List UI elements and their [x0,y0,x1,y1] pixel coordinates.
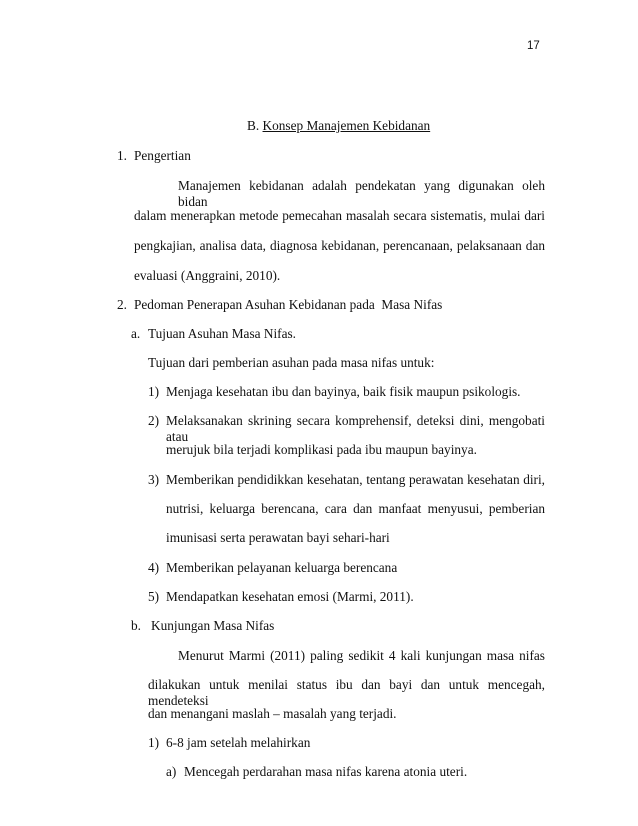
section-2-marker: 2. [117,297,127,312]
b-para-line-3: dan menangani maslah – masalah yang terjadi. [148,706,397,721]
a-item-1-num: 1) [148,384,160,399]
a-item-4-num: 4) [148,560,160,575]
heading-prefix: B. [247,118,260,133]
subsection-a-intro: Tujuan dari pemberian asuhan pada masa nifas untuk: [148,355,435,370]
section-2-title: Pedoman Penerapan Asuhan Kebidanan pada Masa Nifas [134,297,443,312]
heading-title: Konsep Manajemen Kebidanan [262,118,431,133]
a-item-3-num: 3) [148,472,160,487]
a-item-5-line-1: Mendapatkan kesehatan emosi (Marmi, 2011). [166,589,414,604]
section-heading [247,118,430,134]
page-number: 17 [527,40,540,52]
b-item-1-num: 1) [148,735,160,750]
a-item-1-line-1: Menjaga kesehatan ibu dan bayinya, baik fisik maupun psikologis. [166,384,521,399]
s1-para-line-2: dalam menerapkan metode pemecahan masalah secara sistematis, mulai dari [134,208,545,223]
a-item-2-line-2: merujuk bila terjadi komplikasi pada ibu maupun bayinya. [166,442,477,457]
b-para-line-1: Menurut Marmi (2011) paling sedikit 4 kali kunjungan masa nifas [178,648,545,663]
a-item-4-line-1: Memberikan pelayanan keluarga berencana [166,560,398,575]
b-para-line-2: dilakukan untuk menilai status ibu dan bayi dan untuk mencegah, mendeteksi [148,677,545,708]
section-1-title: Pengertian [134,148,191,163]
a-item-3-line-3: imunisasi serta perawatan bayi sehari-hari [166,530,390,545]
subsection-a-marker: a. [131,326,141,341]
s1-para-line-4: evaluasi (Anggraini, 2010). [134,268,281,283]
subsection-a-title: Tujuan Asuhan Masa Nifas. [148,326,296,341]
b-item-1-text: 6-8 jam setelah melahirkan [166,735,311,750]
s1-para-line-3: pengkajian, analisa data, diagnosa kebidanan, perencanaan, pelaksanaan dan [134,238,545,253]
subsection-b-marker: b. [131,618,141,633]
a-item-2-line-1: Melaksanakan skrining secara komprehensif, deteksi dini, mengobati atau [166,413,545,444]
b-sub-a-marker: a) [166,764,177,779]
a-item-3-line-2: nutrisi, keluarga berencana, cara dan manfaat menyusui, pemberian [166,501,545,516]
subsection-b-title: Kunjungan Masa Nifas [151,618,275,633]
a-item-5-num: 5) [148,589,160,604]
a-item-3-line-1: Memberikan pendidikkan kesehatan, tentang perawatan kesehatan diri, [166,472,545,487]
s1-para-line-1: Manajemen kebidanan adalah pendekatan yang digunakan oleh bidan [178,178,545,209]
b-sub-a-text: Mencegah perdarahan masa nifas karena atonia uteri. [184,764,468,779]
a-item-2-num: 2) [148,413,160,428]
section-1-marker: 1. [117,148,127,163]
